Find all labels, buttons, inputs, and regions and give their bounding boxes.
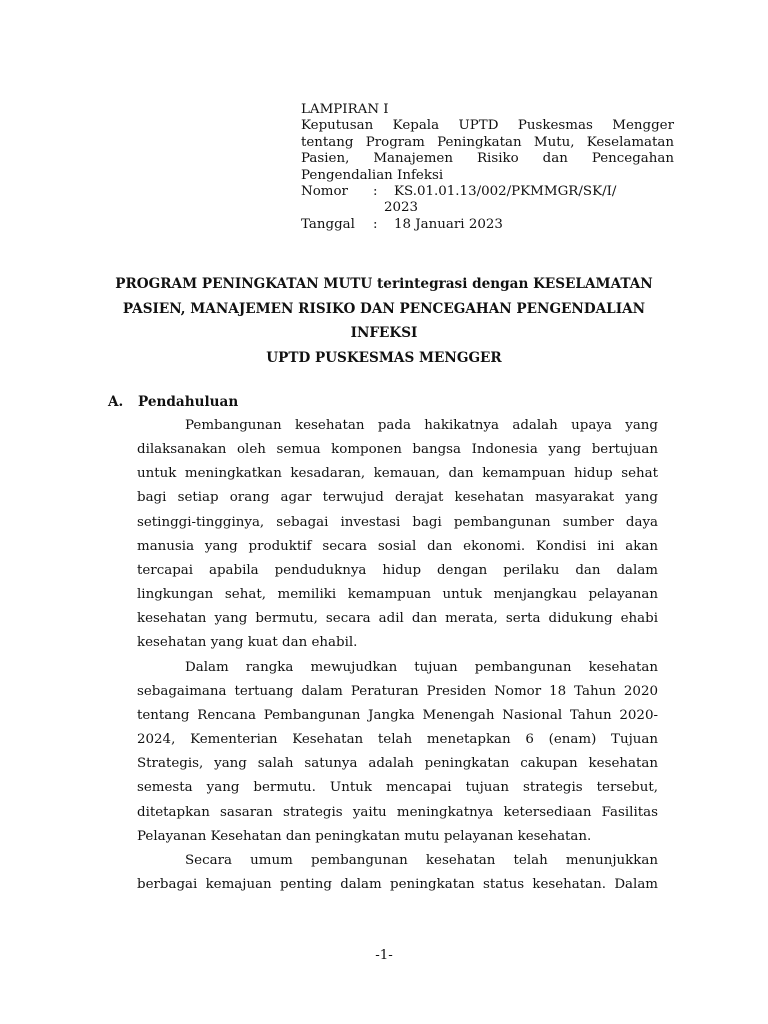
paragraph-line: Pembangunan kesehatan pada hakikatnya adalah upaya yang — [185, 418, 658, 433]
body-text — [137, 414, 658, 897]
lampiran-heading: LAMPIRAN I — [301, 102, 389, 117]
paragraph-line: sebagaimana tertuang dalam Peraturan Presiden Nomor 18 Tahun 2020 — [137, 683, 658, 699]
lampiran-line: Pasien, Manajemen Risiko dan Pencegahan — [301, 151, 674, 167]
nomor-colon: : — [373, 184, 378, 200]
paragraph-line: kesehatan yang kuat dan ehabil. — [137, 635, 358, 651]
lampiran-line: tentang Program Peningkatan Mutu, Keselamatan — [301, 134, 674, 150]
tanggal-colon: : — [373, 216, 378, 232]
lampiran-block — [301, 102, 674, 233]
title-line: PASIEN, MANAJEMEN RISIKO DAN PENCEGAHAN PENGENDALIAN — [122, 300, 646, 317]
paragraph-line: semesta yang bermutu. Untuk mencapai tujuan strategis tersebut, — [137, 780, 658, 796]
paragraph-line: Pelayanan Kesehatan dan peningkatan mutu pelayanan kesehatan. — [137, 828, 592, 844]
nomor-value: KS.01.01.13/002/PKMMGR/SK/I/ — [394, 184, 617, 200]
title-line: PROGRAM PENINGKATAN MUTU terintegrasi dengan KESELAMATAN — [115, 276, 653, 292]
document-title — [110, 272, 658, 370]
section-heading — [108, 393, 668, 411]
tanggal-value: 18 Januari 2023 — [394, 216, 503, 232]
title-line: UPTD PUSKESMAS MENGGER — [266, 349, 502, 366]
tanggal-label: Tanggal — [301, 216, 355, 232]
paragraph-line: untuk meningkatkan kesadaran, kemauan, dan kemampuan hidup sehat — [137, 466, 658, 482]
paragraph-line: Secara umum pembangunan kesehatan telah menunjukkan — [185, 852, 658, 868]
lampiran-line: Keputusan Kepala UPTD Puskesmas Mengger — [301, 118, 674, 134]
nomor-label: Nomor — [301, 184, 348, 200]
paragraph-line: Dalam rangka mewujudkan tujuan pembangunan kesehatan — [185, 659, 658, 675]
paragraph-line: ditetapkan sasaran strategis yaitu meningkatnya ketersediaan Fasilitas — [137, 804, 658, 820]
paragraph-line: tentang Rencana Pembangunan Jangka Menengah Nasional Tahun 2020- — [137, 707, 658, 723]
nomor-row — [301, 184, 674, 200]
paragraph-line: 2024, Kementerian Kesehatan telah menetapkan 6 (enam) Tujuan — [137, 732, 658, 748]
paragraph-line: tercapai apabila penduduknya hidup dengan perilaku dan dalam — [137, 562, 658, 578]
paragraph — [137, 414, 658, 656]
paragraph-line: berbagai kemajuan penting dalam peningkatan status kesehatan. Dalam — [137, 876, 658, 892]
paragraph — [137, 656, 658, 849]
paragraph-line: Strategis, yang salah satunya adalah peningkatan cakupan kesehatan — [137, 756, 658, 772]
paragraph-line: bagi setiap orang agar terwujud derajat kesehatan masyarakat yang — [137, 490, 658, 506]
paragraph — [137, 849, 658, 897]
lampiran-line: Pengendalian Infeksi — [301, 167, 444, 183]
nomor-value-continued: 2023 — [384, 200, 419, 216]
paragraph-line: dilaksanakan oleh semua komponen bangsa Indonesia yang bertujuan — [137, 442, 658, 458]
section-letter: A. — [108, 394, 124, 410]
paragraph-line: manusia yang produktif secara sosial dan ekonomi. Kondisi ini akan — [137, 538, 658, 554]
paragraph-line: kesehatan yang bermutu, secara adil dan merata, serta didukung ehabi — [137, 611, 658, 627]
paragraph-line: setinggi-tingginya, sebagai investasi bagi pembangunan sumber daya — [137, 514, 658, 530]
paragraph-line: lingkungan sehat, memiliki kemampuan untuk menjangkau pelayanan — [137, 587, 658, 603]
section-title: Pendahuluan — [138, 394, 239, 410]
page-number: -1- — [375, 948, 393, 963]
title-line: INFEKSI — [350, 325, 418, 341]
tanggal-row — [301, 217, 674, 233]
